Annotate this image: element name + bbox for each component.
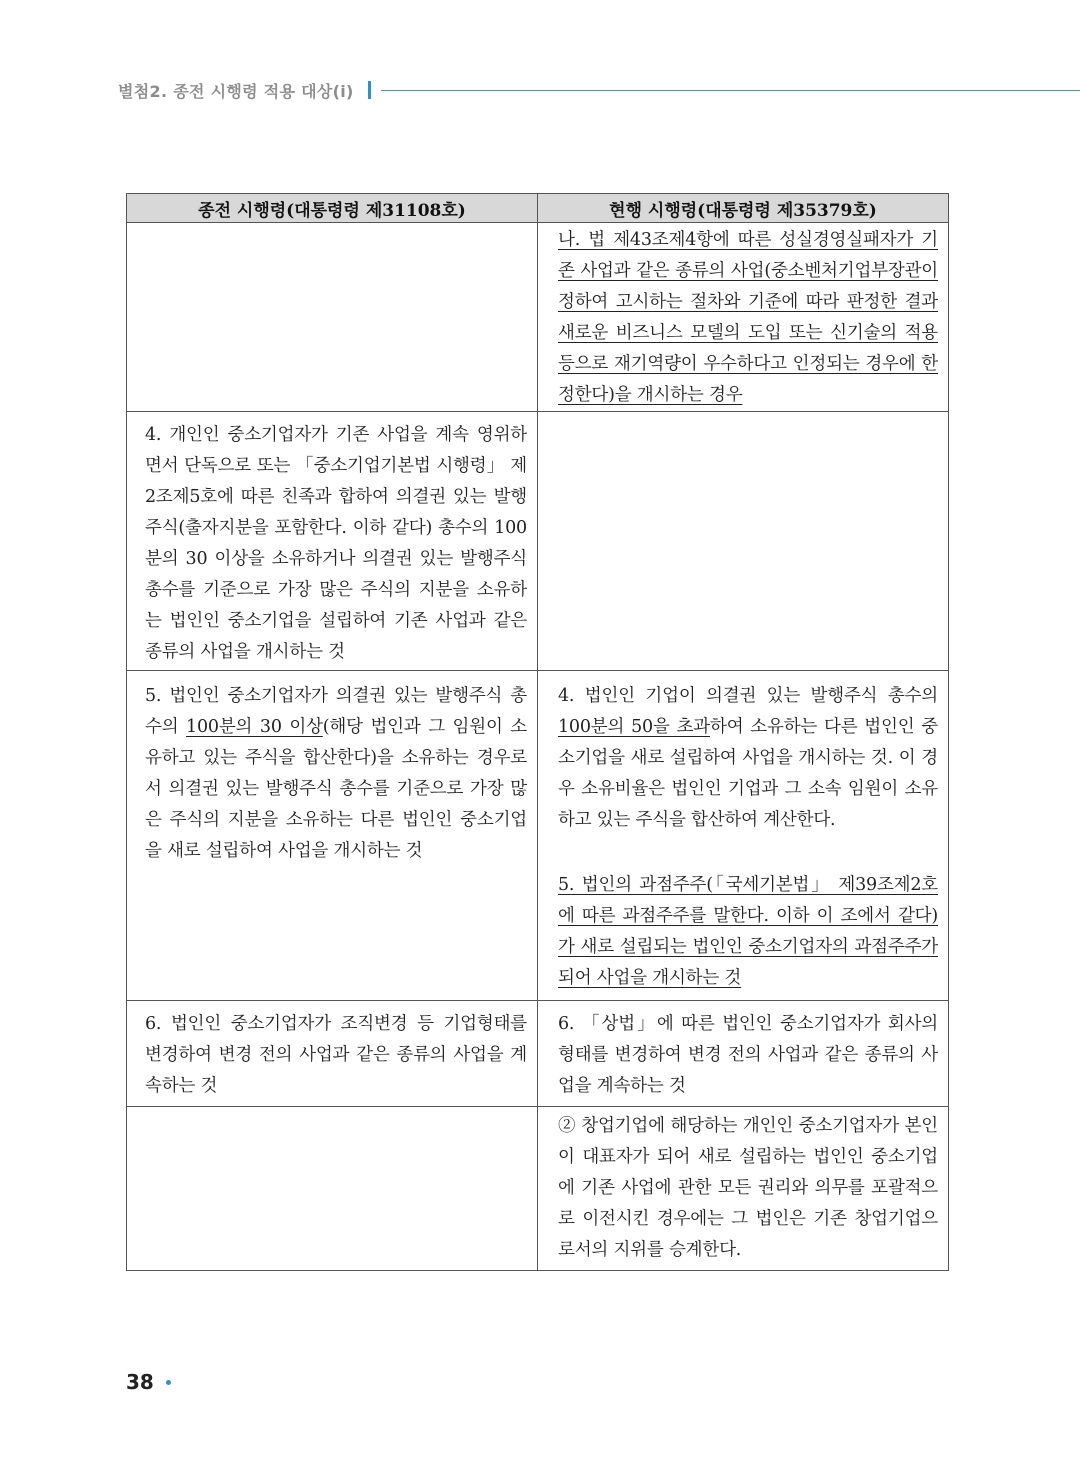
new-item-4-text: 4. 법인인 기업이 의결권 있는 발행주식 총수의 100분의 50을 초과하여 소유하는 다른 법인인 중소기업을 새로 설립하여 사업을 개시하는 것. 이 경우 소유비율은 법인인 기업과 그 소속 임원이 소유하고 있는 주식을 합산하여 계산한다. [558,686,938,830]
column-header-old: 종전 시행령(대통령령 제31108호) [127,194,538,223]
new-paragraph-2-text: ② 창업기업에 해당하는 개인인 중소기업자가 본인이 대표자가 되어 새로 설립하는 법인인 중소기업에 기존 사업에 관한 모든 권리와 의무를 포괄적으로 이전시킨 경우에는 그 법인은 기존 창업기업으로서의 지위를 승계한다. [558,1116,938,1260]
cell-new-item-4-5 [538,671,949,1001]
old-item-5-text: 5. 법인인 중소기업자가 의결권 있는 발행주식 총수의 100분의 30 이상(해당 법인과 그 임원이 소유하고 있는 주식을 합산한다)을 소유하는 경우로서 의결권 있는 발행주식 총수를 기준으로 가장 많은 주식의 지분을 소유하는 다른 법인인 중소기업을 새로 설립하여 사업을 개시하는 것 [145,686,527,861]
cell-new-item-6 [538,1001,949,1107]
header-rule [381,90,1080,91]
cell-old-empty [127,223,538,412]
old-item-6-text: 6. 법인인 중소기업자가 조직변경 등 기업형태를 변경하여 변경 전의 사업과 같은 종류의 사업을 계속하는 것 [145,1014,527,1096]
cell-new-item-na [538,223,949,412]
new-item-6-text: 6. 「상법」에 따른 법인인 중소기업자가 회사의 형태를 변경하여 변경 전의 사업과 같은 종류의 사업을 계속하는 것 [558,1014,938,1096]
old-item-4-text: 4. 개인인 중소기업자가 기존 사업을 계속 영위하면서 단독으로 또는 「중소기업기본법 시행령」 제2조제5호에 따른 친족과 합하여 의결권 있는 발행주식(출자지분을 포함한다. 이하 같다) 총수의 100분의 30 이상을 소유하거나 의결권 있는 발행주식 총수를 기준으로 가장 많은 주식의 지분을 소유하는 법인인 중소기업을 설립하여 기존 사업과 같은 종류의 사업을 개시하는 것 [145,425,527,662]
table-row [127,412,949,671]
cell-old-item-5 [127,671,538,1001]
new-item-na-text: 나. 법 제43조제4항에 따른 성실경영실패자가 기존 사업과 같은 종류의 사업(중소벤처기업부장관이 정하여 고시하는 절차와 기준에 따라 판정한 결과 새로운 비즈니스 모델의 도입 또는 신기술의 적용 등으로 재기역량이 우수하다고 인정되는 경우에 한정한다)을 개시하는 경우 [558,230,938,405]
running-title: 별첨2. 종전 시행령 적용 대상(ⅰ) [118,81,354,101]
new-item-4-underline: 100분의 50을 초과 [558,717,710,737]
page-number: 38 [126,1370,154,1394]
page-footer [126,1370,171,1394]
comparison-table [126,193,949,1271]
table-row [127,671,949,1001]
cell-old-item-6 [127,1001,538,1107]
table-row [127,223,949,412]
table-header-row [127,194,949,223]
old-item-5-underline: 100분의 30 이상 [186,717,323,737]
column-header-new: 현행 시행령(대통령령 제35379호) [538,194,949,223]
cell-old-item-4 [127,412,538,671]
new-item-5-text: 5. 법인의 과점주주(「국세기본법」 제39조제2호에 따른 과점주주를 말한다. 이하 이 조에서 같다)가 새로 설립되는 법인인 중소기업자의 과점주주가 되어 사업을 개시하는 것 [558,875,938,988]
page-dot-icon [166,1380,171,1385]
running-header [118,78,1080,102]
header-accent-bar [368,81,371,99]
cell-new-empty [538,412,949,671]
cell-old-empty-2 [127,1107,538,1271]
table-row [127,1107,949,1271]
cell-new-paragraph-2 [538,1107,949,1271]
table-row [127,1001,949,1107]
